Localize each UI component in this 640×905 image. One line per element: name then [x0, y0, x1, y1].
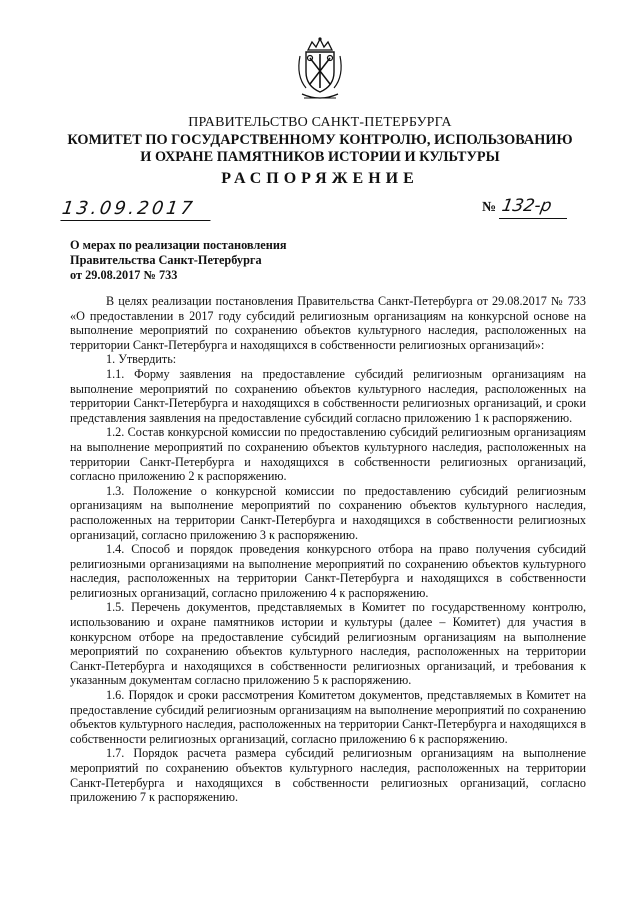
- number-sign: №: [482, 200, 497, 215]
- paragraph-intro: В целях реализации постановления Правительства Санкт-Петербурга от 29.08.2017 № 733 «О предоставлении в 2017 году субсидий религиозным организациям на конкурсной основе на выполнение мероприятий по сохранению объектов культурного наследия, расположенных на территории Санкт-Петербурга и находящихся в собственности религиозных организаций»:: [70, 294, 586, 352]
- subject-line1: О мерах по реализации постановления: [70, 238, 287, 252]
- paragraph-1-6: 1.6. Порядок и сроки рассмотрения Комитетом документов, представляемых в Комитет на предоставление субсидий религиозным организациям на выполнение мероприятий по сохранению объектов культурного наследия, расположенных на территории Санкт-Петербурга и находящихся в собственности религиозных организаций, согласно приложению 6 к распоряжению.: [70, 688, 586, 746]
- paragraph-1-2: 1.2. Состав конкурсной комиссии по предоставлению субсидий религиозным организациям на выполнение мероприятий по сохранению объектов культурного наследия, расположенных на территории Санкт-Петербурга и находящихся в собственности религиозных организаций, согласно приложению 2 к распоряжению.: [70, 425, 586, 484]
- document-subject: [70, 238, 390, 283]
- paragraph-1-1: 1.1. Форму заявления на предоставление субсидий религиозным организациям на выполнение мероприятий по сохранению объектов культурного наследия, расположенных на территории Санкт-Петербурга и находящихся в собственности религиозных организаций, и сроки представления заявления на предоставление субсидий согласно приложению 1 к распоряжению.: [70, 366, 586, 425]
- paragraph-1-7: 1.7. Порядок расчета размера субсидий религиозным организациям на выполнение мероприятий по сохранению объектов культурного наследия, расположенных на территории Санкт-Петербурга и находящихся в собственности религиозных организаций, согласно приложению 7 к распоряжению.: [70, 746, 586, 805]
- paragraph-approve: 1. Утвердить:: [106, 352, 177, 367]
- subject-line2: Правительства Санкт-Петербурга: [70, 253, 262, 267]
- document-body: [70, 294, 586, 805]
- document-date: 13.09.2017: [60, 198, 213, 221]
- number-underline: [499, 218, 567, 219]
- committee-title-line2: И ОХРАНЕ ПАМЯТНИКОВ ИСТОРИИ И КУЛЬТУРЫ: [140, 149, 500, 165]
- coat-of-arms-icon: [294, 36, 346, 102]
- document-number: 132-р: [500, 196, 554, 216]
- subject-line3: от 29.08.2017 № 733: [70, 268, 178, 282]
- committee-title: [0, 132, 640, 166]
- document-type: РАСПОРЯЖЕНИЕ: [221, 170, 419, 187]
- paragraph-1-5: 1.5. Перечень документов, представляемых в Комитет по государственному контролю, использованию и охране памятников истории и культуры (далее – Комитет) для участия в конкурсном отборе на предоставление субсидий религиозным организациям на выполнение мероприятий по сохранению объектов культурного наследия, расположенных на территории Санкт-Петербурга и находящихся в собственности религиозных организаций, и требования к указанным документам согласно приложению 5 к распоряжению.: [70, 600, 586, 688]
- paragraph-1-4: 1.4. Способ и порядок проведения конкурсного отбора на право получения субсидий религиозными организациями на выполнение мероприятий по сохранению объектов культурного наследия, расположенных на территории Санкт-Петербурга и находящихся в собственности религиозных организаций, согласно приложению 4 к распоряжению.: [70, 542, 586, 600]
- paragraph-1-3: 1.3. Положение о конкурсной комиссии по предоставлению субсидий религиозным организациям на выполнение мероприятий по сохранению объектов культурного наследия, расположенных на территории Санкт-Петербурга и находящихся в собственности религиозных организаций, согласно приложению 3 к распоряжению.: [70, 483, 586, 542]
- government-title: ПРАВИТЕЛЬСТВО САНКТ-ПЕТЕРБУРГА: [188, 115, 452, 130]
- committee-title-line1: КОМИТЕТ ПО ГОСУДАРСТВЕННОМУ КОНТРОЛЮ, ИСПОЛЬЗОВАНИЮ: [67, 132, 573, 148]
